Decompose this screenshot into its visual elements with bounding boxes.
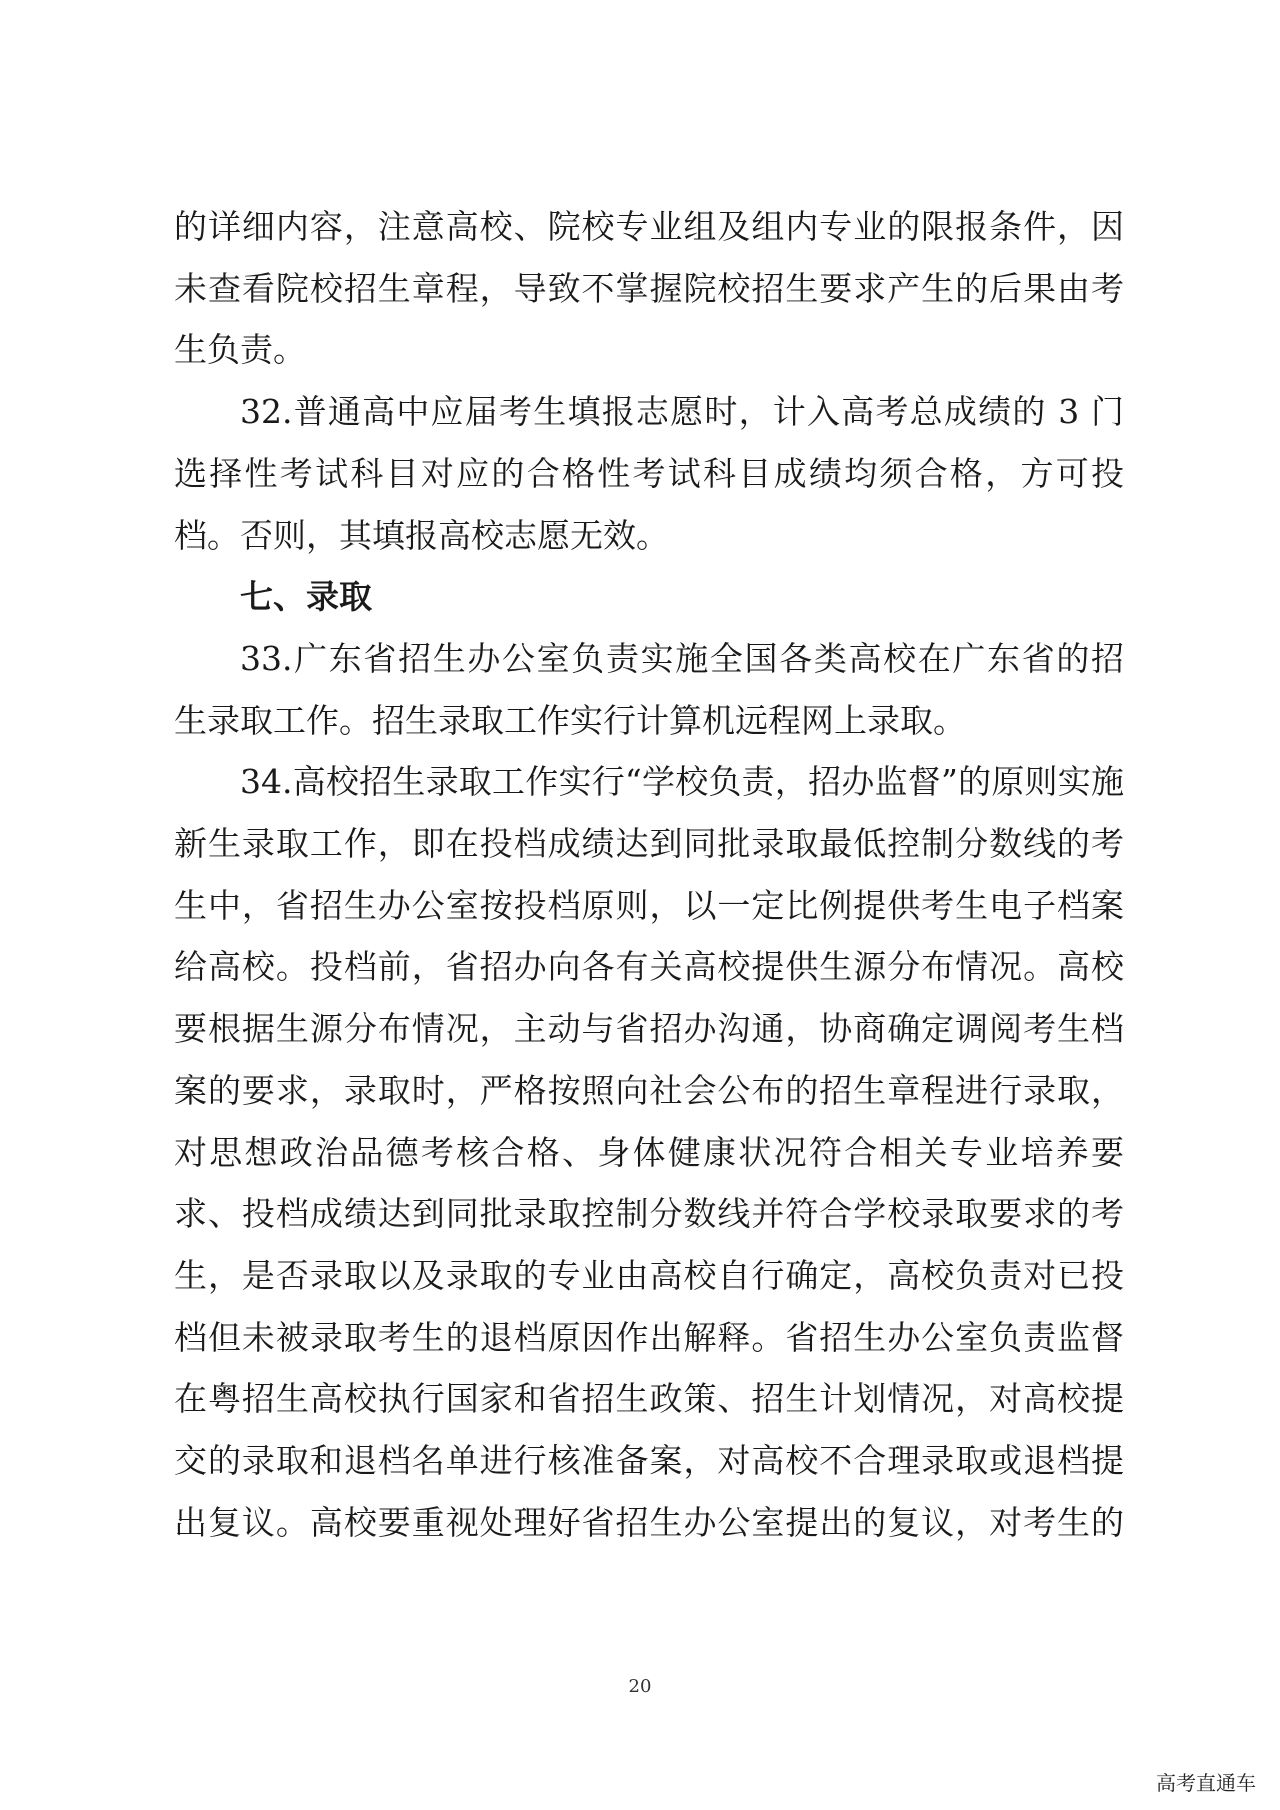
text-line <box>0 1060 1280 1122</box>
text-line <box>0 196 1280 258</box>
text-line <box>0 690 1280 752</box>
text-line-content: 案的要求，录取时，严格按照向社会公布的招生章程进行录取， <box>174 1070 1124 1110</box>
text-line <box>0 505 1280 567</box>
text-line-content: 34.高校招生录取工作实行“学校负责，招办监督”的原则实施 <box>240 762 1124 802</box>
text-line <box>0 1492 1280 1554</box>
text-line <box>0 1368 1280 1430</box>
section-heading <box>0 566 1280 628</box>
text-line-content: 七、录取 <box>240 577 372 617</box>
text-line <box>0 1307 1280 1369</box>
text-line <box>0 443 1280 505</box>
text-line-content: 32.普通高中应届考生填报志愿时，计入高考总成绩的 3 门 <box>240 392 1124 432</box>
text-line <box>0 998 1280 1060</box>
text-line-content: 求、投档成绩达到同批录取控制分数线并符合学校录取要求的考 <box>174 1194 1124 1234</box>
text-line <box>0 628 1280 690</box>
text-line-content: 档但未被录取考生的退档原因作出解释。省招生办公室负责监督 <box>174 1317 1124 1357</box>
text-line <box>0 751 1280 813</box>
text-line-content: 生中，省招生办公室按投档原则，以一定比例提供考生电子档案 <box>174 885 1124 925</box>
text-line-content: 生录取工作。招生录取工作实行计算机远程网上录取。 <box>174 700 966 740</box>
text-line-content: 33.广东省招生办公室负责实施全国各类高校在广东省的招 <box>240 638 1124 678</box>
text-line-content: 新生录取工作，即在投档成绩达到同批录取最低控制分数线的考 <box>174 824 1124 863</box>
text-line <box>0 1245 1280 1307</box>
text-line <box>0 813 1280 875</box>
text-line-content: 生负责。 <box>174 330 306 370</box>
watermark-text: 高考直通车 <box>1156 1771 1256 1795</box>
text-line <box>0 319 1280 381</box>
text-line-content: 未查看院校招生章程，导致不掌握院校招生要求产生的后果由考 <box>174 268 1124 308</box>
page-number: 20 <box>628 1676 652 1697</box>
text-line-content: 交的录取和退档名单进行核准备案，对高校不合理录取或退档提 <box>174 1441 1124 1480</box>
text-line-content: 要根据生源分布情况，主动与省招办沟通，协商确定调阅考生档 <box>174 1009 1124 1049</box>
text-line <box>0 258 1280 320</box>
text-line-content: 给高校。投档前，省招办向各有关高校提供生源分布情况。高校 <box>174 947 1124 987</box>
text-line <box>0 1122 1280 1184</box>
text-line-content: 的详细内容，注意高校、院校专业组及组内专业的限报条件，因 <box>174 207 1124 246</box>
text-line-content: 生，是否录取以及录取的专业由高校自行确定，高校负责对已投 <box>174 1255 1124 1295</box>
text-line <box>0 1183 1280 1245</box>
text-line <box>0 381 1280 443</box>
text-line-content: 出复议。高校要重视处理好省招生办公室提出的复议，对考生的 <box>174 1502 1124 1542</box>
text-line-content: 对思想政治品德考核合格、身体健康状况符合相关专业培养要 <box>174 1132 1124 1172</box>
text-line <box>0 875 1280 937</box>
text-line <box>0 1430 1280 1492</box>
text-line-content: 在粤招生高校执行国家和省招生政策、招生计划情况，对高校提 <box>174 1379 1124 1419</box>
text-line-content: 档。否则，其填报高校志愿无效。 <box>174 515 669 555</box>
text-line <box>0 936 1280 998</box>
text-line-content: 选择性考试科目对应的合格性考试科目成绩均须合格，方可投 <box>174 453 1124 493</box>
